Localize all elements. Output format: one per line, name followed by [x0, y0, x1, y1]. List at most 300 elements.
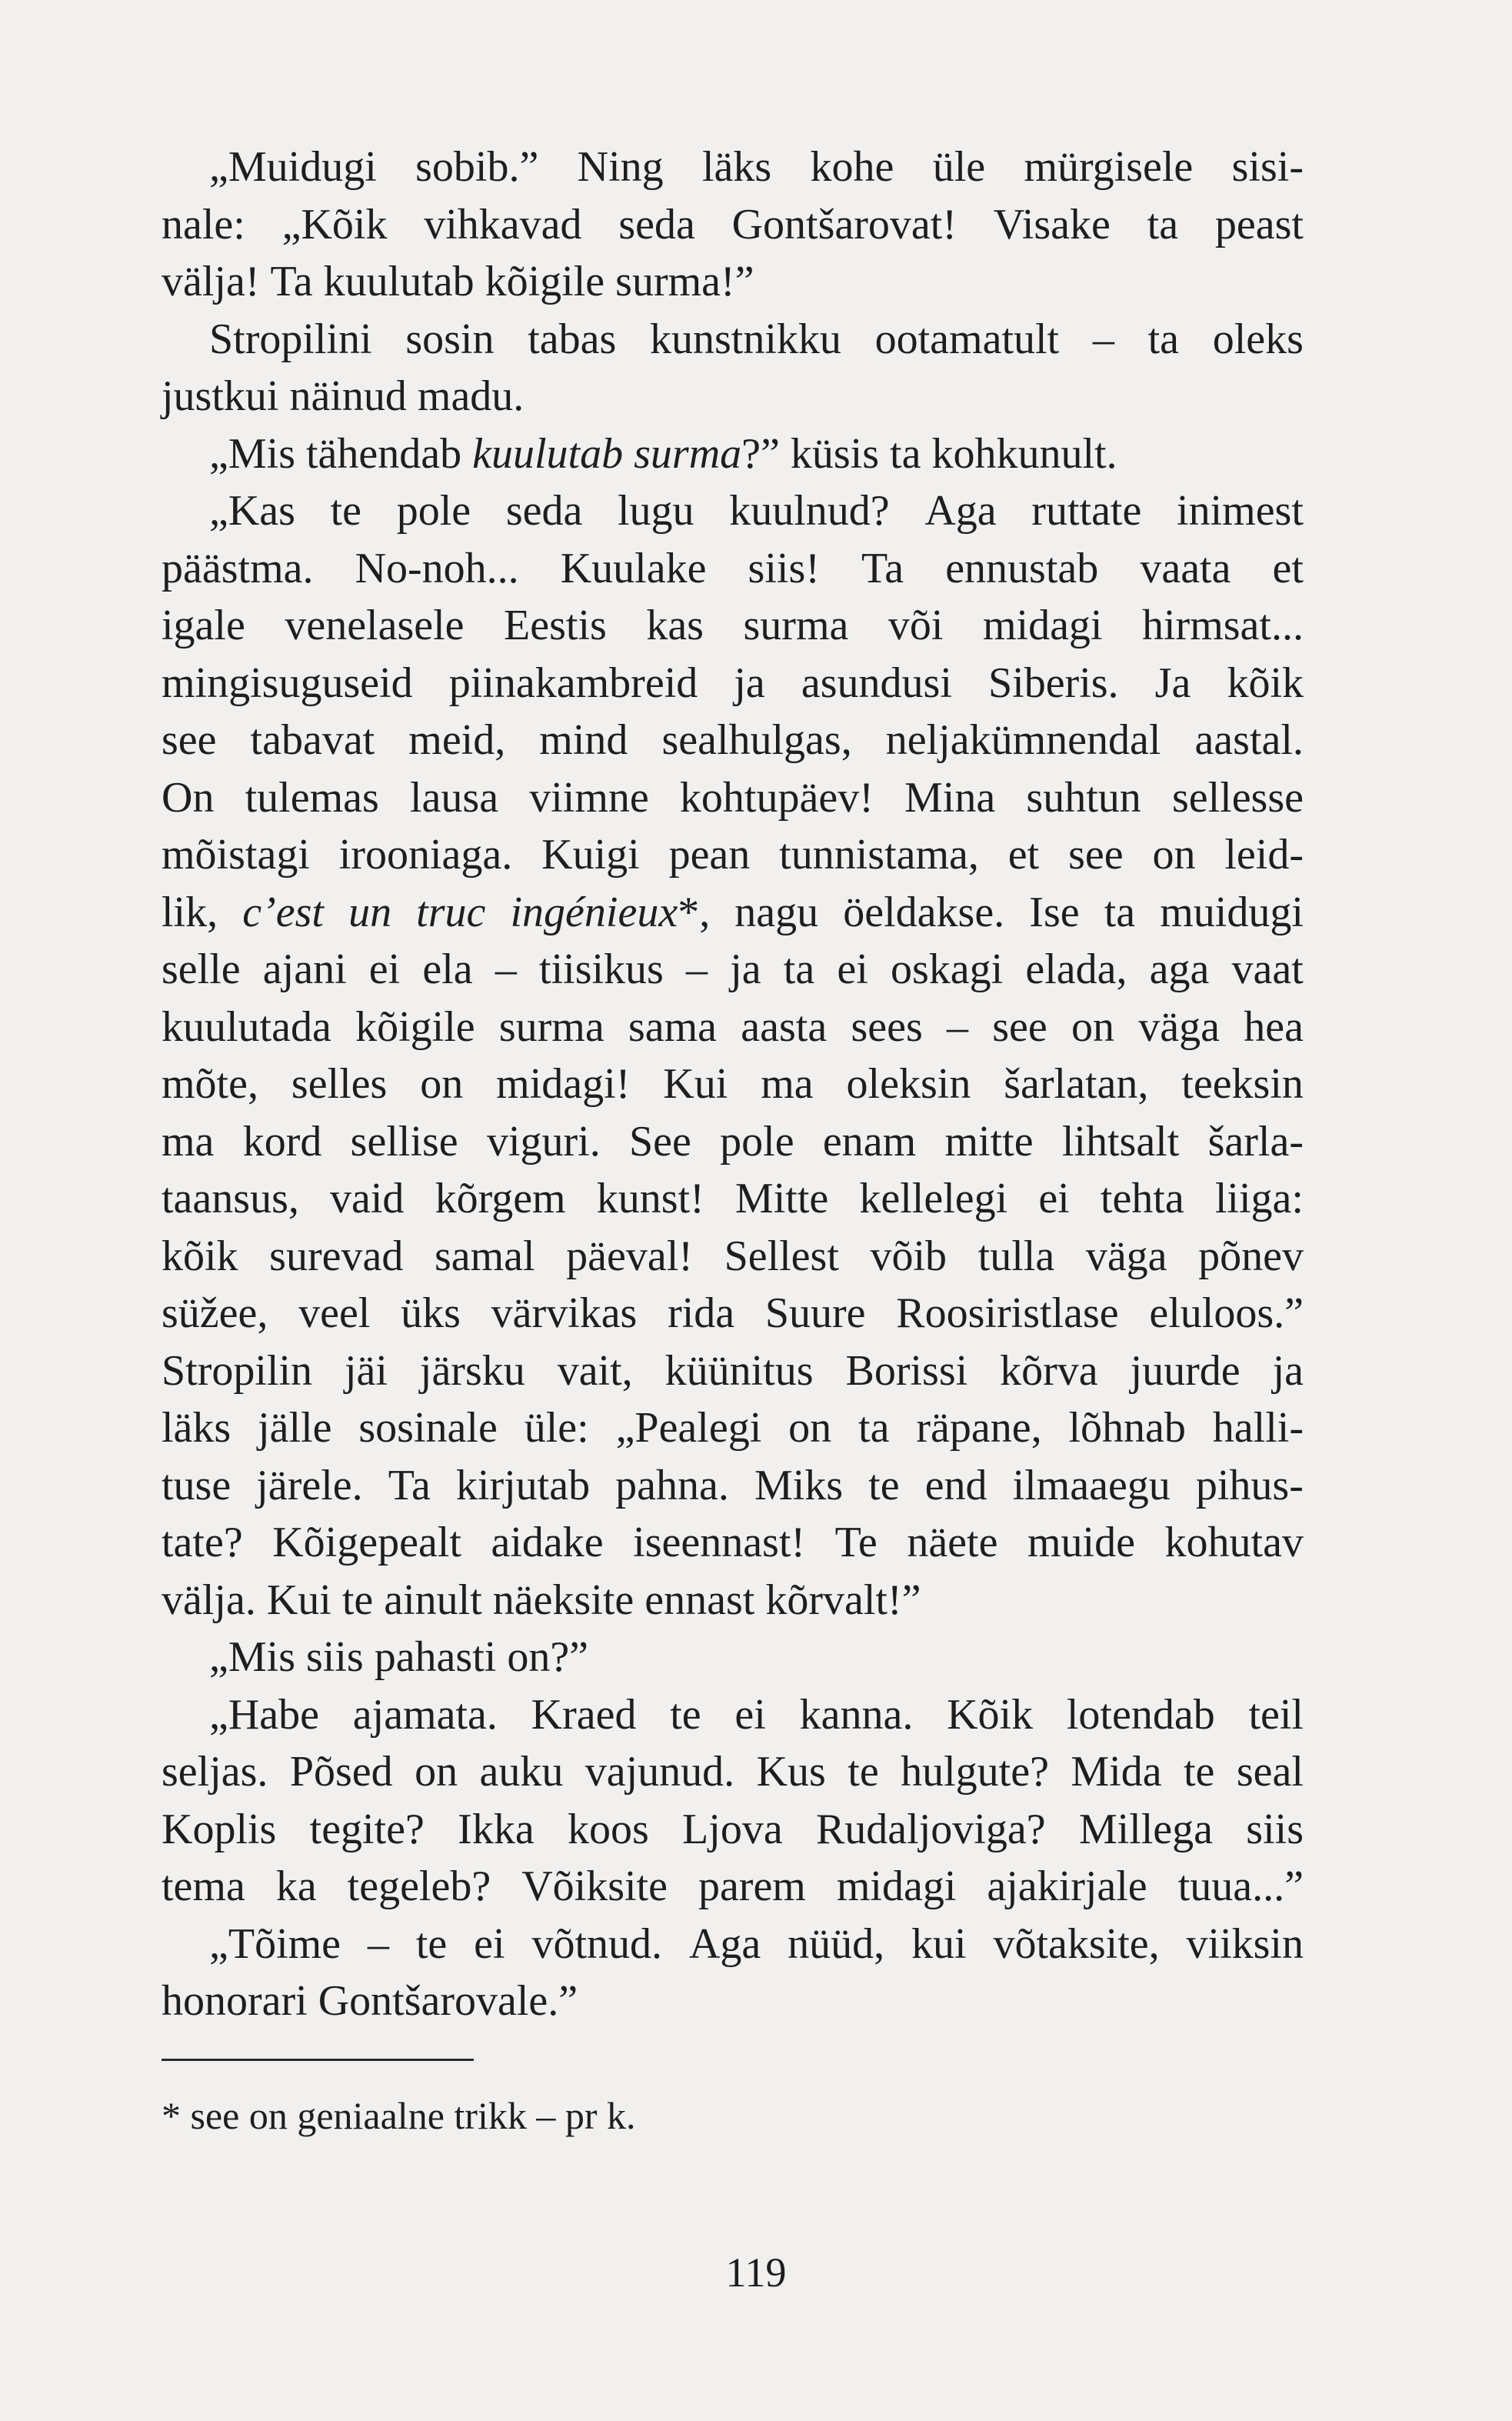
- word: midagi: [836, 1862, 957, 1910]
- word: Kuigi: [541, 831, 640, 879]
- word: kõrgem: [435, 1175, 566, 1222]
- word: Te: [834, 1519, 878, 1566]
- word: kõigile: [485, 258, 605, 305]
- word: „Muidugi: [209, 143, 377, 191]
- word: midagi: [982, 602, 1103, 649]
- word: kunstnikku: [649, 315, 841, 363]
- word: „Tõime: [209, 1919, 341, 1968]
- word: ja: [1272, 1346, 1304, 1395]
- word: ta: [783, 945, 815, 993]
- word: liiga:: [1214, 1175, 1304, 1222]
- word: siis!: [748, 544, 820, 592]
- word: tiisikus: [539, 945, 664, 993]
- word: te: [330, 487, 362, 535]
- word: aastal.: [1194, 716, 1304, 764]
- word: „Kas: [209, 487, 295, 535]
- word: –: [686, 945, 708, 993]
- word: lõhnab: [1068, 1404, 1186, 1452]
- word: see: [992, 1002, 1047, 1051]
- word: tulemas: [245, 773, 379, 822]
- text-line: [162, 1055, 1304, 1113]
- word: te: [848, 1748, 879, 1796]
- word: oskagi: [890, 945, 1004, 993]
- word: ei: [1038, 1175, 1070, 1222]
- word: lausa: [409, 773, 499, 822]
- word: „Habe: [209, 1690, 320, 1739]
- word: lik,: [162, 888, 218, 936]
- word: kõrvalt!”: [765, 1576, 921, 1624]
- word: välja!: [162, 258, 260, 305]
- word: te: [341, 1576, 374, 1624]
- word: un: [348, 888, 392, 936]
- word: „Pealegi: [615, 1404, 762, 1452]
- word: „Mis: [209, 1633, 295, 1681]
- word: seda: [618, 200, 695, 248]
- word: Sellest: [724, 1232, 839, 1280]
- word: Kui: [663, 1060, 728, 1108]
- word: näeksite: [492, 1576, 634, 1624]
- text-line: [162, 1572, 1304, 1629]
- word: seljas.: [162, 1748, 268, 1796]
- word: ilmaaegu: [1012, 1461, 1171, 1509]
- word: räpane,: [916, 1404, 1042, 1452]
- word: tulla: [977, 1232, 1055, 1280]
- word: süžee,: [162, 1289, 268, 1337]
- word: Kõigepealt: [272, 1519, 461, 1566]
- word: näete: [907, 1519, 998, 1566]
- word: kuulutab: [472, 429, 624, 478]
- word: sisi-: [1231, 143, 1304, 191]
- text-line: [162, 1170, 1304, 1228]
- word: tabas: [528, 315, 617, 363]
- word: nüüd,: [788, 1919, 885, 1968]
- word: asundusi: [801, 659, 952, 707]
- word: lotendab: [1066, 1690, 1215, 1739]
- word: on: [788, 1404, 832, 1452]
- word: värvikas: [491, 1289, 638, 1337]
- word: kellelegi: [859, 1175, 1008, 1222]
- word: pihus-: [1195, 1461, 1304, 1509]
- text-line: [162, 769, 1304, 827]
- word: Eestis: [504, 602, 607, 649]
- word: pole: [396, 487, 471, 535]
- word: järsku: [419, 1346, 525, 1395]
- word: läks: [701, 143, 772, 191]
- footnote: * see on geniaalne trikk – pr k.: [162, 2094, 636, 2137]
- word: väga: [1085, 1232, 1167, 1280]
- word: teeksin: [1181, 1060, 1304, 1108]
- word: eluloos.”: [1149, 1289, 1304, 1337]
- word: Borissi: [845, 1346, 968, 1395]
- text-line: [162, 941, 1304, 999]
- word: kirjutab: [455, 1461, 591, 1509]
- word: välja.: [162, 1576, 256, 1624]
- word: on?”: [507, 1633, 589, 1681]
- word: tähendab: [306, 429, 462, 478]
- word: elada,: [1025, 945, 1127, 993]
- word: See: [629, 1117, 691, 1165]
- word: tabavat: [250, 716, 375, 764]
- word: justkui: [162, 372, 279, 420]
- word: öeldakse.: [843, 888, 1005, 936]
- word: halli-: [1212, 1404, 1304, 1452]
- word: Põsed: [289, 1748, 393, 1796]
- word: ei: [474, 1919, 505, 1968]
- text-line: [162, 425, 1304, 483]
- word: ennustab: [945, 544, 1099, 592]
- word: veel: [298, 1289, 371, 1337]
- word: „Mis: [209, 429, 295, 478]
- word: surma: [743, 602, 849, 649]
- text-line: [162, 1916, 1304, 1973]
- word: Visake: [993, 200, 1111, 248]
- word: on: [1152, 831, 1196, 879]
- text-line: [162, 196, 1304, 254]
- word: neljakümnendal: [885, 716, 1161, 764]
- word: kuulutada: [162, 1002, 331, 1051]
- text-line: [162, 368, 1304, 425]
- text-line: [162, 1686, 1304, 1744]
- word: Miks: [754, 1461, 844, 1509]
- word: ingénieux*,: [510, 888, 711, 936]
- word: ennast: [644, 1576, 755, 1624]
- word: Kui: [266, 1576, 331, 1624]
- word: irooniaga.: [338, 831, 513, 879]
- word: kanna.: [799, 1690, 914, 1739]
- word: Kuulake: [560, 544, 707, 592]
- word: šarla-: [1207, 1117, 1304, 1165]
- word: te: [868, 1461, 900, 1509]
- word: truc: [416, 888, 486, 936]
- word: Ja: [1154, 659, 1191, 707]
- word: Rudaljoviga?: [815, 1805, 1046, 1853]
- word: mind: [539, 716, 628, 764]
- word: end: [924, 1461, 987, 1509]
- word: küünitus: [664, 1346, 814, 1395]
- word: Stropilini: [209, 315, 372, 363]
- word: piinakambreid: [448, 659, 698, 707]
- word: Gontšarovale.”: [318, 1977, 578, 2025]
- word: honorari: [162, 1977, 308, 2025]
- text-line: [162, 1858, 1304, 1916]
- word: pean: [668, 831, 751, 879]
- word: Aga: [688, 1919, 761, 1968]
- word: mitte: [944, 1117, 1034, 1165]
- word: teil: [1248, 1690, 1304, 1739]
- word: tegite?: [309, 1805, 425, 1853]
- word: On: [162, 773, 215, 822]
- word: Ljova: [682, 1805, 783, 1853]
- word: iseennast!: [633, 1519, 806, 1566]
- word: sosin: [405, 315, 495, 363]
- text-line: [162, 1399, 1304, 1457]
- word: hirmsat...: [1142, 602, 1304, 649]
- word: see: [162, 716, 217, 764]
- word: surevad: [269, 1232, 404, 1280]
- word: Mida: [1071, 1748, 1162, 1796]
- word: ajakirjale: [987, 1862, 1147, 1910]
- word: Millega: [1078, 1805, 1214, 1853]
- word: võtaksite,: [993, 1919, 1160, 1968]
- text-line: [162, 1457, 1304, 1515]
- word: jäi: [344, 1346, 388, 1395]
- word: kohkunult.: [931, 429, 1117, 478]
- word: või: [888, 602, 944, 649]
- word: –: [495, 945, 517, 993]
- word: Mina: [904, 773, 996, 822]
- word: sellesse: [1171, 773, 1304, 822]
- word: Roosiristlase: [896, 1289, 1119, 1337]
- text-line: [162, 253, 1304, 311]
- word: tehta: [1100, 1175, 1184, 1222]
- word: suhtun: [1026, 773, 1141, 822]
- text-line: [162, 1743, 1304, 1801]
- word: ajani: [262, 945, 347, 993]
- word: surma!”: [615, 258, 754, 305]
- word: tuua...”: [1177, 1862, 1304, 1910]
- word: sellise: [350, 1117, 458, 1165]
- word: leid-: [1224, 831, 1304, 879]
- word: võtnud.: [531, 1919, 663, 1968]
- word: surma: [498, 1002, 604, 1051]
- word: koos: [567, 1805, 649, 1853]
- word: muidugi: [1160, 888, 1304, 936]
- word: sama: [628, 1002, 718, 1051]
- word: kõik: [162, 1232, 238, 1280]
- text-line: [162, 597, 1304, 655]
- word: tuse: [162, 1461, 231, 1509]
- text-line: [162, 311, 1304, 368]
- word: küsis: [790, 429, 880, 478]
- word: te: [1184, 1748, 1215, 1796]
- word: mürgisele: [1024, 143, 1194, 191]
- word: pole: [720, 1117, 794, 1165]
- word: sees: [851, 1002, 923, 1051]
- word: Ikka: [458, 1805, 535, 1853]
- word: järele.: [256, 1461, 363, 1509]
- word: juurde: [1130, 1346, 1241, 1395]
- word: on: [420, 1060, 464, 1108]
- word: ja: [734, 659, 765, 707]
- word: siis: [306, 1633, 364, 1681]
- word: pahna.: [615, 1461, 729, 1509]
- page-number: 119: [725, 2249, 787, 2296]
- word: põnev: [1198, 1232, 1304, 1280]
- word: Stropilin: [162, 1346, 313, 1395]
- word: kunst!: [596, 1175, 704, 1222]
- word: aidake: [491, 1519, 604, 1566]
- word: peast: [1214, 200, 1304, 248]
- text-line: [162, 826, 1304, 884]
- word: „Kõik: [281, 200, 388, 248]
- word: Ta: [388, 1461, 431, 1509]
- word: rida: [668, 1289, 735, 1337]
- text-line: [162, 1285, 1304, 1342]
- word: –: [947, 1002, 968, 1051]
- word: ta: [1147, 200, 1179, 248]
- word: tunnistama,: [779, 831, 979, 879]
- word: ja: [730, 945, 761, 993]
- word: Ta: [861, 544, 904, 592]
- word: et: [1007, 831, 1040, 879]
- word: kõrva: [1000, 1346, 1098, 1395]
- text-line: [162, 1342, 1304, 1400]
- word: kord: [242, 1117, 322, 1165]
- word: viiksin: [1186, 1919, 1304, 1968]
- word: madu.: [417, 372, 525, 420]
- text-line: [162, 1972, 1304, 2030]
- word: pahasti: [374, 1633, 497, 1681]
- word: ma: [761, 1060, 814, 1108]
- word: te: [415, 1919, 448, 1968]
- word: üle: [932, 143, 986, 191]
- word: selles: [291, 1060, 388, 1108]
- word: lihtsalt: [1061, 1117, 1180, 1165]
- word: jälle: [258, 1404, 332, 1452]
- word: sealhulgas,: [661, 716, 852, 764]
- word: tegeleb?: [347, 1862, 491, 1910]
- word: Ta: [270, 258, 313, 305]
- word: Ise: [1029, 888, 1080, 936]
- word: viimne: [529, 773, 649, 822]
- word: ei: [837, 945, 868, 993]
- word: c’est: [242, 888, 324, 936]
- word: võib: [870, 1232, 947, 1280]
- body-text: [162, 138, 1304, 2030]
- word: oleks: [1212, 315, 1304, 363]
- word: selle: [162, 945, 241, 993]
- word: üle:: [524, 1404, 589, 1452]
- word: nale:: [162, 200, 245, 248]
- word: surma?”: [634, 429, 780, 478]
- word: hulgute?: [901, 1748, 1049, 1796]
- word: Võiksite: [521, 1862, 668, 1910]
- word: oleksin: [846, 1060, 971, 1108]
- word: ruttate: [1031, 487, 1142, 535]
- text-line: [162, 1801, 1304, 1859]
- word: Koplis: [162, 1805, 277, 1853]
- word: ka: [275, 1862, 317, 1910]
- word: –: [1092, 315, 1114, 363]
- word: ta: [858, 1404, 890, 1452]
- word: vihkavad: [424, 200, 582, 248]
- word: kuulutab: [323, 258, 475, 305]
- word: kui: [911, 1919, 967, 1968]
- word: šarlatan,: [1004, 1060, 1149, 1108]
- word: midagi!: [496, 1060, 631, 1108]
- text-line: [162, 1228, 1304, 1286]
- word: ta: [1147, 315, 1179, 363]
- word: vaata: [1140, 544, 1231, 592]
- word: samal: [434, 1232, 535, 1280]
- word: Gontšarovat!: [731, 200, 957, 248]
- word: viguri.: [486, 1117, 601, 1165]
- word: hea: [1244, 1002, 1304, 1051]
- word: aasta: [741, 1002, 828, 1051]
- text-line: [162, 540, 1304, 598]
- word: tema: [162, 1862, 245, 1910]
- word: päästma.: [162, 544, 314, 592]
- word: seda: [505, 487, 583, 535]
- text-line: [162, 1629, 1304, 1686]
- word: Ning: [577, 143, 664, 191]
- word: ma: [162, 1117, 215, 1165]
- word: kõigile: [355, 1002, 475, 1051]
- word: ela: [422, 945, 473, 993]
- word: üks: [401, 1289, 461, 1337]
- text-line: [162, 884, 1304, 942]
- word: ajamata.: [352, 1690, 498, 1739]
- word: ei: [734, 1690, 766, 1739]
- word: on: [1071, 1002, 1115, 1051]
- word: vajunud.: [584, 1748, 735, 1796]
- word: seal: [1236, 1748, 1304, 1796]
- word: see: [1068, 831, 1124, 879]
- word: nagu: [734, 888, 819, 936]
- word: mõistagi: [162, 831, 310, 879]
- word: auku: [479, 1748, 564, 1796]
- word: kohtupäev!: [679, 773, 874, 822]
- word: ootamatult: [874, 315, 1060, 363]
- word: näinud: [289, 372, 407, 420]
- text-line: [162, 1514, 1304, 1572]
- word: Aga: [924, 487, 997, 535]
- word: Mitte: [734, 1175, 829, 1222]
- word: aga: [1149, 945, 1210, 993]
- word: kas: [646, 602, 704, 649]
- word: muide: [1027, 1519, 1135, 1566]
- word: Kus: [756, 1748, 826, 1796]
- word: kohe: [810, 143, 894, 191]
- text-line: [162, 712, 1304, 769]
- word: siis: [1246, 1805, 1304, 1853]
- word: mingisuguseid: [162, 659, 413, 707]
- word: igale: [162, 602, 245, 649]
- text-line: [162, 482, 1304, 540]
- word: mõte,: [162, 1060, 258, 1108]
- word: Kõik: [947, 1690, 1034, 1739]
- word: sobib.”: [415, 143, 539, 191]
- word: Kraed: [531, 1690, 637, 1739]
- text-line: [162, 999, 1304, 1056]
- word: venelasele: [285, 602, 465, 649]
- word: ta: [890, 429, 921, 478]
- word: kuulnud?: [729, 487, 890, 535]
- word: ei: [368, 945, 401, 993]
- word: parem: [698, 1862, 806, 1910]
- word: te: [670, 1690, 701, 1739]
- word: läks: [162, 1404, 231, 1452]
- word: sosinale: [358, 1404, 498, 1452]
- word: enam: [822, 1117, 917, 1165]
- word: inimest: [1177, 487, 1304, 535]
- word: taansus,: [162, 1175, 299, 1222]
- word: vaid: [330, 1175, 405, 1222]
- word: Siberis.: [988, 659, 1119, 707]
- word: on: [415, 1748, 458, 1796]
- word: ta: [1104, 888, 1136, 936]
- word: –: [367, 1919, 389, 1968]
- word: lugu: [618, 487, 694, 535]
- footnote-divider: [162, 2059, 474, 2061]
- text-line: [162, 1113, 1304, 1171]
- word: et: [1272, 544, 1304, 592]
- word: päeval!: [566, 1232, 693, 1280]
- word: kõik: [1227, 659, 1304, 707]
- word: vait,: [557, 1346, 633, 1395]
- word: No-noh...: [355, 544, 519, 592]
- word: kohutav: [1164, 1519, 1304, 1566]
